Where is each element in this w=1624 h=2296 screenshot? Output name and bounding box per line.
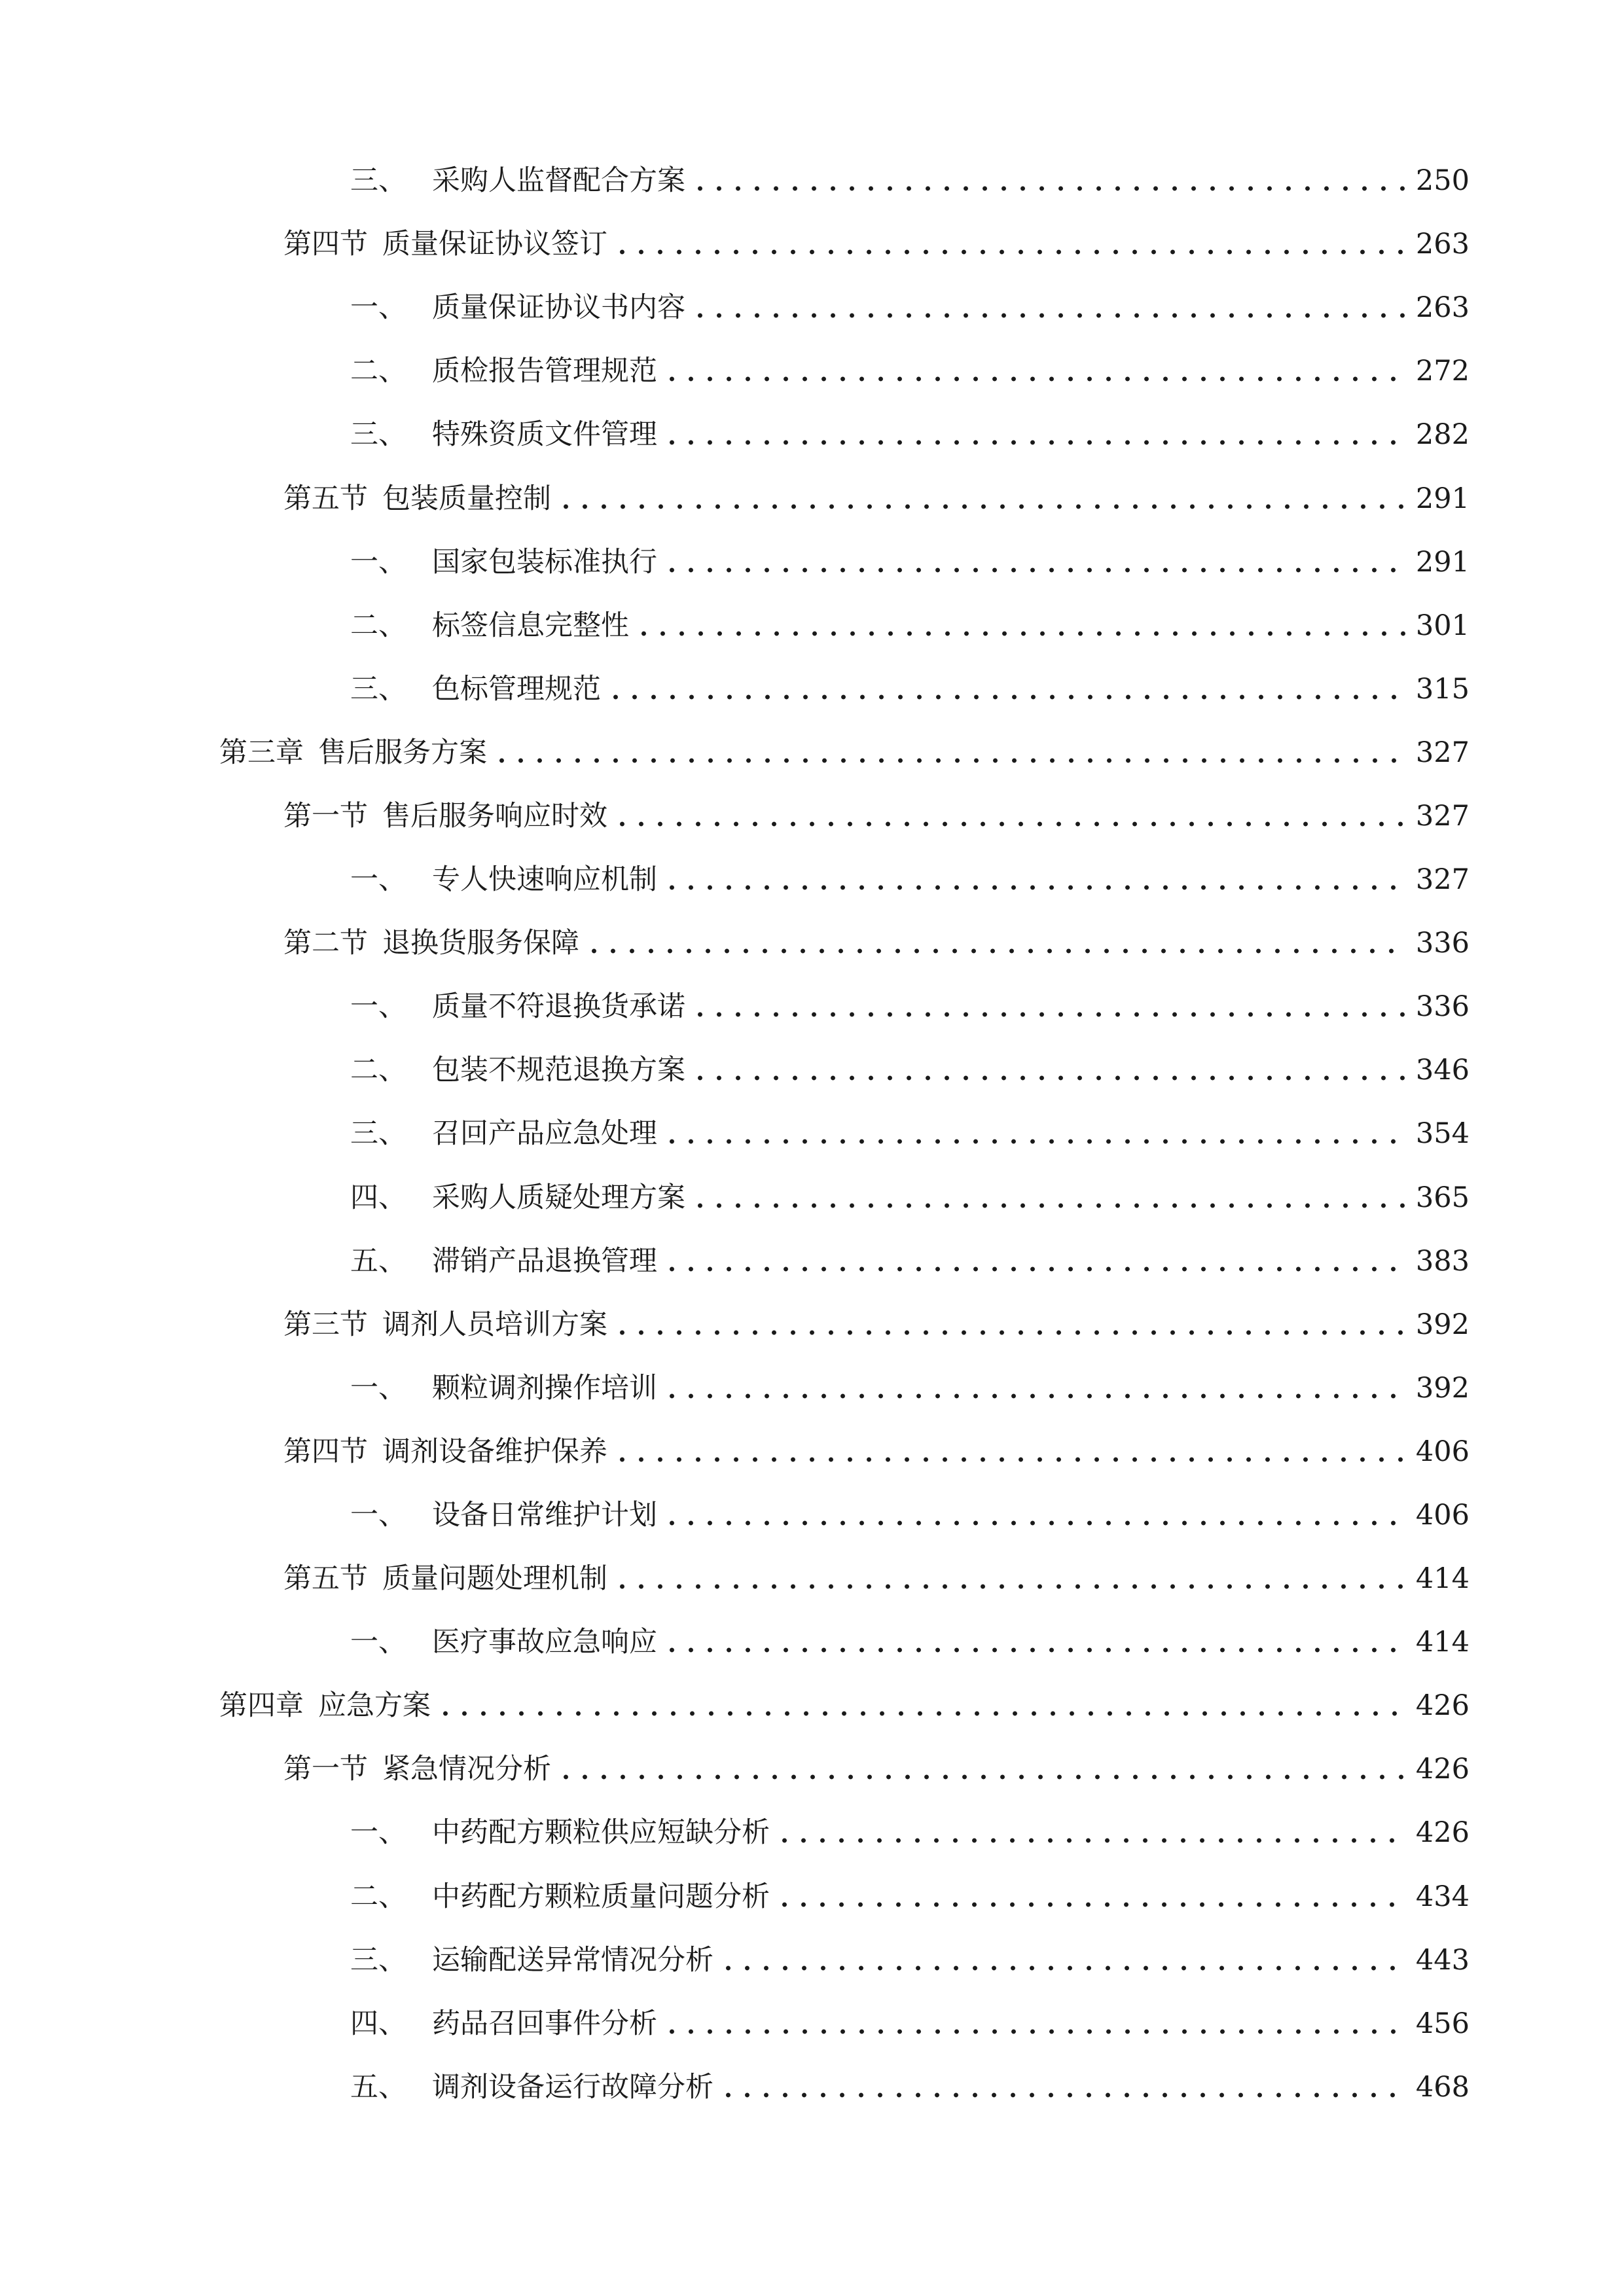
toc-dot-leader	[662, 548, 1407, 577]
toc-entry-title: 中药配方颗粒质量问题分析	[432, 1880, 770, 1913]
toc-dot-leader	[634, 612, 1407, 640]
toc-entry-title: 采购人质疑处理方案	[432, 1181, 685, 1214]
toc-entry-page-number: 414	[1415, 1562, 1470, 1596]
toc-entry-level-3[interactable]	[0, 1357, 1624, 1420]
toc-entry-level-1[interactable]	[0, 721, 1624, 785]
toc-dot-leader	[662, 421, 1407, 449]
toc-entry-page-number: 426	[1415, 1689, 1470, 1723]
toc-dot-leader	[662, 866, 1407, 894]
toc-dot-leader	[662, 2010, 1407, 2038]
toc-entry-level-3[interactable]	[0, 975, 1624, 1039]
toc-entry-number: 第五节	[283, 482, 368, 515]
toc-dot-leader	[613, 230, 1407, 259]
toc-dot-leader	[556, 1755, 1407, 1784]
toc-entry-title: 应急方案	[318, 1689, 431, 1723]
toc-entry-number: 第四章	[219, 1689, 304, 1723]
toc-entry-level-2[interactable]	[0, 1547, 1624, 1611]
toc-entry-number: 一、	[350, 1816, 406, 1850]
toc-entry-number: 五、	[350, 2070, 406, 2104]
toc-entry-title: 专人快速响应机制	[432, 863, 657, 897]
toc-entry-page-number: 365	[1415, 1181, 1470, 1214]
toc-entry-level-3[interactable]	[0, 1992, 1624, 2056]
toc-entry-title: 质量保证协议书内容	[432, 291, 685, 325]
toc-dot-leader	[719, 2073, 1407, 2102]
toc-dot-leader	[691, 1056, 1407, 1085]
toc-dot-leader	[492, 739, 1407, 767]
toc-entry-level-3[interactable]	[0, 149, 1624, 213]
toc-entry-number: 四、	[350, 2007, 406, 2040]
toc-entry-page-number: 263	[1415, 291, 1470, 325]
toc-entry-level-3[interactable]	[0, 1102, 1624, 1166]
toc-entry-page-number: 250	[1415, 164, 1470, 198]
toc-entry-level-2[interactable]	[0, 912, 1624, 975]
toc-entry-number: 三、	[350, 672, 406, 706]
toc-entry-number: 第四节	[283, 228, 368, 261]
toc-entry-number: 第四节	[283, 1435, 368, 1468]
toc-entry-title: 调剂设备运行故障分析	[432, 2070, 713, 2104]
toc-dot-leader	[691, 1184, 1407, 1212]
toc-entry-page-number: 346	[1415, 1054, 1470, 1087]
toc-entry-title: 调剂设备维护保养	[382, 1435, 607, 1468]
toc-entry-page-number: 426	[1415, 1816, 1470, 1850]
toc-entry-page-number: 282	[1415, 418, 1470, 452]
toc-entry-level-2[interactable]	[0, 1293, 1624, 1357]
toc-entry-page-number: 327	[1415, 799, 1470, 833]
toc-dot-leader	[662, 1247, 1407, 1276]
toc-entry-number: 二、	[350, 355, 406, 388]
toc-entry-number: 第二节	[283, 927, 368, 960]
toc-entry-title: 色标管理规范	[432, 672, 601, 706]
toc-entry-title: 设备日常维护计划	[432, 1499, 657, 1532]
toc-entry-number: 第三节	[283, 1308, 368, 1341]
toc-entry-number: 二、	[350, 1054, 406, 1087]
toc-entry-level-3[interactable]	[0, 1611, 1624, 1674]
toc-dot-leader	[662, 1501, 1407, 1530]
toc-entry-page-number: 354	[1415, 1117, 1470, 1151]
toc-entry-number: 二、	[350, 1880, 406, 1913]
toc-dot-leader	[691, 294, 1407, 322]
toc-dot-leader	[662, 1374, 1407, 1403]
toc-entry-level-3[interactable]	[0, 276, 1624, 340]
toc-dot-leader	[775, 1883, 1407, 1911]
toc-entry-level-3[interactable]	[0, 1929, 1624, 1992]
toc-dot-leader	[719, 1946, 1407, 1975]
toc-dot-leader	[556, 485, 1407, 513]
toc-dot-leader	[613, 1311, 1407, 1339]
toc-entry-page-number: 392	[1415, 1308, 1470, 1341]
toc-entry-level-2[interactable]	[0, 467, 1624, 530]
toc-entry-title: 标签信息完整性	[432, 609, 629, 642]
toc-entry-number: 三、	[350, 1117, 406, 1151]
toc-entry-level-2[interactable]	[0, 1420, 1624, 1484]
toc-entry-page-number: 263	[1415, 228, 1470, 261]
table-of-contents	[0, 149, 1624, 2119]
toc-entry-level-1[interactable]	[0, 1674, 1624, 1738]
toc-entry-title: 国家包装标准执行	[432, 545, 657, 579]
toc-dot-leader	[775, 1819, 1407, 1847]
toc-dot-leader	[436, 1692, 1407, 1720]
toc-entry-title: 召回产品应急处理	[432, 1117, 657, 1151]
toc-entry-title: 特殊资质文件管理	[432, 418, 657, 452]
toc-dot-leader	[691, 993, 1407, 1021]
toc-dot-leader	[613, 1438, 1407, 1466]
toc-entry-page-number: 456	[1415, 2007, 1470, 2040]
toc-entry-level-3[interactable]	[0, 658, 1624, 721]
toc-dot-leader	[662, 357, 1407, 386]
toc-entry-number: 一、	[350, 291, 406, 325]
toc-entry-number: 一、	[350, 863, 406, 897]
toc-entry-number: 第一节	[283, 799, 368, 833]
toc-entry-number: 五、	[350, 1244, 406, 1278]
toc-entry-page-number: 392	[1415, 1371, 1470, 1405]
toc-entry-page-number: 414	[1415, 1626, 1470, 1659]
toc-entry-level-3[interactable]	[0, 1484, 1624, 1547]
toc-entry-title: 运输配送异常情况分析	[432, 1943, 713, 1977]
toc-entry-level-3[interactable]	[0, 848, 1624, 912]
toc-entry-level-3[interactable]	[0, 1039, 1624, 1102]
toc-entry-title: 颗粒调剂操作培训	[432, 1371, 657, 1405]
toc-entry-title: 包装不规范退换方案	[432, 1054, 685, 1087]
toc-entry-page-number: 383	[1415, 1244, 1470, 1278]
toc-entry-number: 一、	[350, 1626, 406, 1659]
toc-entry-title: 药品召回事件分析	[432, 2007, 657, 2040]
toc-dot-leader	[662, 1628, 1407, 1657]
toc-entry-title: 调剂人员培训方案	[382, 1308, 607, 1341]
toc-entry-title: 滞销产品退换管理	[432, 1244, 657, 1278]
toc-entry-page-number: 336	[1415, 990, 1470, 1024]
toc-entry-number: 第三章	[219, 736, 304, 769]
toc-entry-page-number: 272	[1415, 355, 1470, 388]
toc-entry-title: 退换货服务保障	[382, 927, 579, 960]
toc-entry-number: 一、	[350, 1371, 406, 1405]
toc-entry-number: 第五节	[283, 1562, 368, 1596]
toc-entry-number: 三、	[350, 1943, 406, 1977]
toc-entry-title: 质量不符退换货承诺	[432, 990, 685, 1024]
toc-entry-level-3[interactable]	[0, 594, 1624, 658]
toc-entry-level-3[interactable]	[0, 1801, 1624, 1865]
toc-dot-leader	[606, 675, 1407, 704]
toc-entry-title: 质量问题处理机制	[382, 1562, 607, 1596]
toc-entry-title: 医疗事故应急响应	[432, 1626, 657, 1659]
toc-entry-title: 售后服务响应时效	[382, 799, 607, 833]
toc-entry-level-3[interactable]	[0, 1230, 1624, 1293]
toc-entry-page-number: 301	[1415, 609, 1470, 642]
toc-entry-page-number: 327	[1415, 863, 1470, 897]
toc-entry-title: 中药配方颗粒供应短缺分析	[432, 1816, 770, 1850]
toc-entry-page-number: 291	[1415, 545, 1470, 579]
toc-entry-title: 售后服务方案	[318, 736, 487, 769]
toc-dot-leader	[613, 1565, 1407, 1593]
toc-entry-level-3[interactable]	[0, 2056, 1624, 2119]
toc-entry-number: 二、	[350, 609, 406, 642]
toc-entry-level-2[interactable]	[0, 785, 1624, 848]
toc-dot-leader	[662, 1120, 1407, 1148]
toc-entry-level-3[interactable]	[0, 1166, 1624, 1230]
toc-entry-title: 质量保证协议签订	[382, 228, 607, 261]
toc-entry-level-2[interactable]	[0, 1738, 1624, 1801]
toc-entry-number: 三、	[350, 164, 406, 198]
toc-dot-leader	[691, 167, 1407, 195]
toc-entry-page-number: 315	[1415, 672, 1470, 706]
toc-entry-page-number: 406	[1415, 1435, 1470, 1468]
toc-entry-level-3[interactable]	[0, 403, 1624, 467]
toc-entry-title: 紧急情况分析	[382, 1753, 551, 1786]
toc-entry-page-number: 426	[1415, 1753, 1470, 1786]
toc-dot-leader	[585, 929, 1407, 958]
toc-entry-level-3[interactable]	[0, 531, 1624, 594]
toc-entry-title: 质检报告管理规范	[432, 355, 657, 388]
toc-entry-number: 一、	[350, 990, 406, 1024]
toc-entry-number: 一、	[350, 545, 406, 579]
toc-entry-page-number: 406	[1415, 1499, 1470, 1532]
toc-entry-number: 一、	[350, 1499, 406, 1532]
toc-entry-number: 第一节	[283, 1753, 368, 1786]
toc-dot-leader	[613, 802, 1407, 831]
toc-entry-title: 包装质量控制	[382, 482, 551, 515]
toc-entry-level-3[interactable]	[0, 340, 1624, 403]
toc-entry-page-number: 443	[1415, 1943, 1470, 1977]
toc-entry-page-number: 434	[1415, 1880, 1470, 1913]
toc-entry-level-3[interactable]	[0, 1865, 1624, 1929]
toc-entry-level-2[interactable]	[0, 213, 1624, 276]
toc-entry-page-number: 327	[1415, 736, 1470, 769]
toc-entry-title: 采购人监督配合方案	[432, 164, 685, 198]
toc-entry-page-number: 468	[1415, 2070, 1470, 2104]
toc-entry-page-number: 336	[1415, 927, 1470, 960]
toc-entry-number: 四、	[350, 1181, 406, 1214]
toc-entry-number: 三、	[350, 418, 406, 452]
toc-entry-page-number: 291	[1415, 482, 1470, 515]
